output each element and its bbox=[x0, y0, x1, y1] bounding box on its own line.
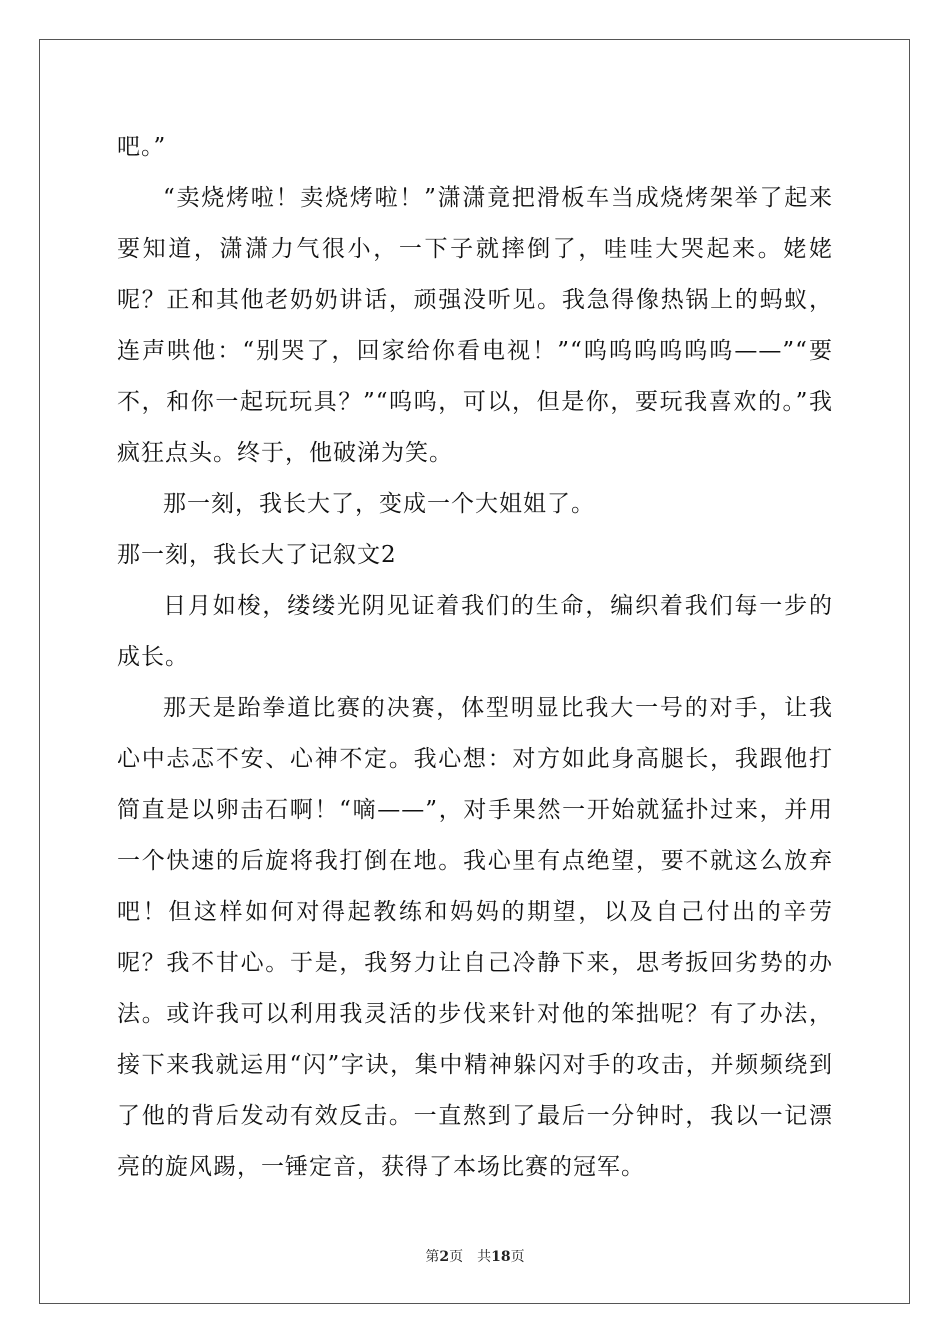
footer-page-suffix: 页 bbox=[449, 1249, 464, 1265]
paragraph-bbq: “卖烧烤啦！卖烧烤啦！”潇潇竟把滑板车当成烧烤架举了起来要知道，潇潇力气很小，一下子就摔倒了，哇哇大哭起来。姥姥呢？正和其他老奶奶讲话，顽强没听见。我急得像热锅上的蚂蚁，连声哄他：“别哭了，回家给你看电视！”“呜呜呜呜呜呜——”“要不，和你一起玩玩具？”“呜呜，可以，但是你，要玩我喜欢的。”我疯狂点头。终于，他破涕为笑。 bbox=[117, 185, 833, 466]
paragraph-taekwondo: 那天是跆拳道比赛的决赛，体型明显比我大一号的对手，让我心中忐忑不安、心神不定。我心想：对方如此身高腿长，我跟他打简直是以卵击石啊！“嘀——”，对手果然一开始就猛扑过来，并用一个快速的后旋将我打倒在地。我心里有点绝望，要不就这么放弃吧！但这样如何对得起教练和妈妈的期望，以及自己付出的辛劳呢？我不甘心。于是，我努力让自己冷静下来，思考扳回劣势的办法。或许我可以利用我灵活的步伐来针对他的笨拙呢？有了办法，接下来我就运用“闪”字诀，集中精神躲闪对手的攻击，并频频绕到了他的背后发动有效反击。一直熬到了最后一分钟时，我以一记漂亮的旋风踢，一锤定音，获得了本场比赛的冠军。 bbox=[117, 695, 833, 1180]
paragraph-intro: 日月如梭，缕缕光阴见证着我们的生命，编织着我们每一步的成长。 bbox=[117, 593, 833, 670]
document-body bbox=[117, 122, 833, 1193]
footer-total-prefix: 共 bbox=[477, 1249, 492, 1265]
section-heading: 那一刻，我长大了记叙文2 bbox=[117, 542, 397, 568]
page-footer bbox=[0, 1247, 950, 1267]
footer-total-pages: 18 bbox=[491, 1249, 511, 1265]
paragraph-grew-up: 那一刻，我长大了，变成一个大姐姐了。 bbox=[163, 491, 595, 517]
footer-total-suffix: 页 bbox=[510, 1249, 525, 1265]
footer-page-number: 2 bbox=[439, 1249, 450, 1265]
footer-page-prefix: 第 bbox=[425, 1249, 440, 1265]
paragraph-continuation: 吧。” bbox=[117, 134, 167, 160]
